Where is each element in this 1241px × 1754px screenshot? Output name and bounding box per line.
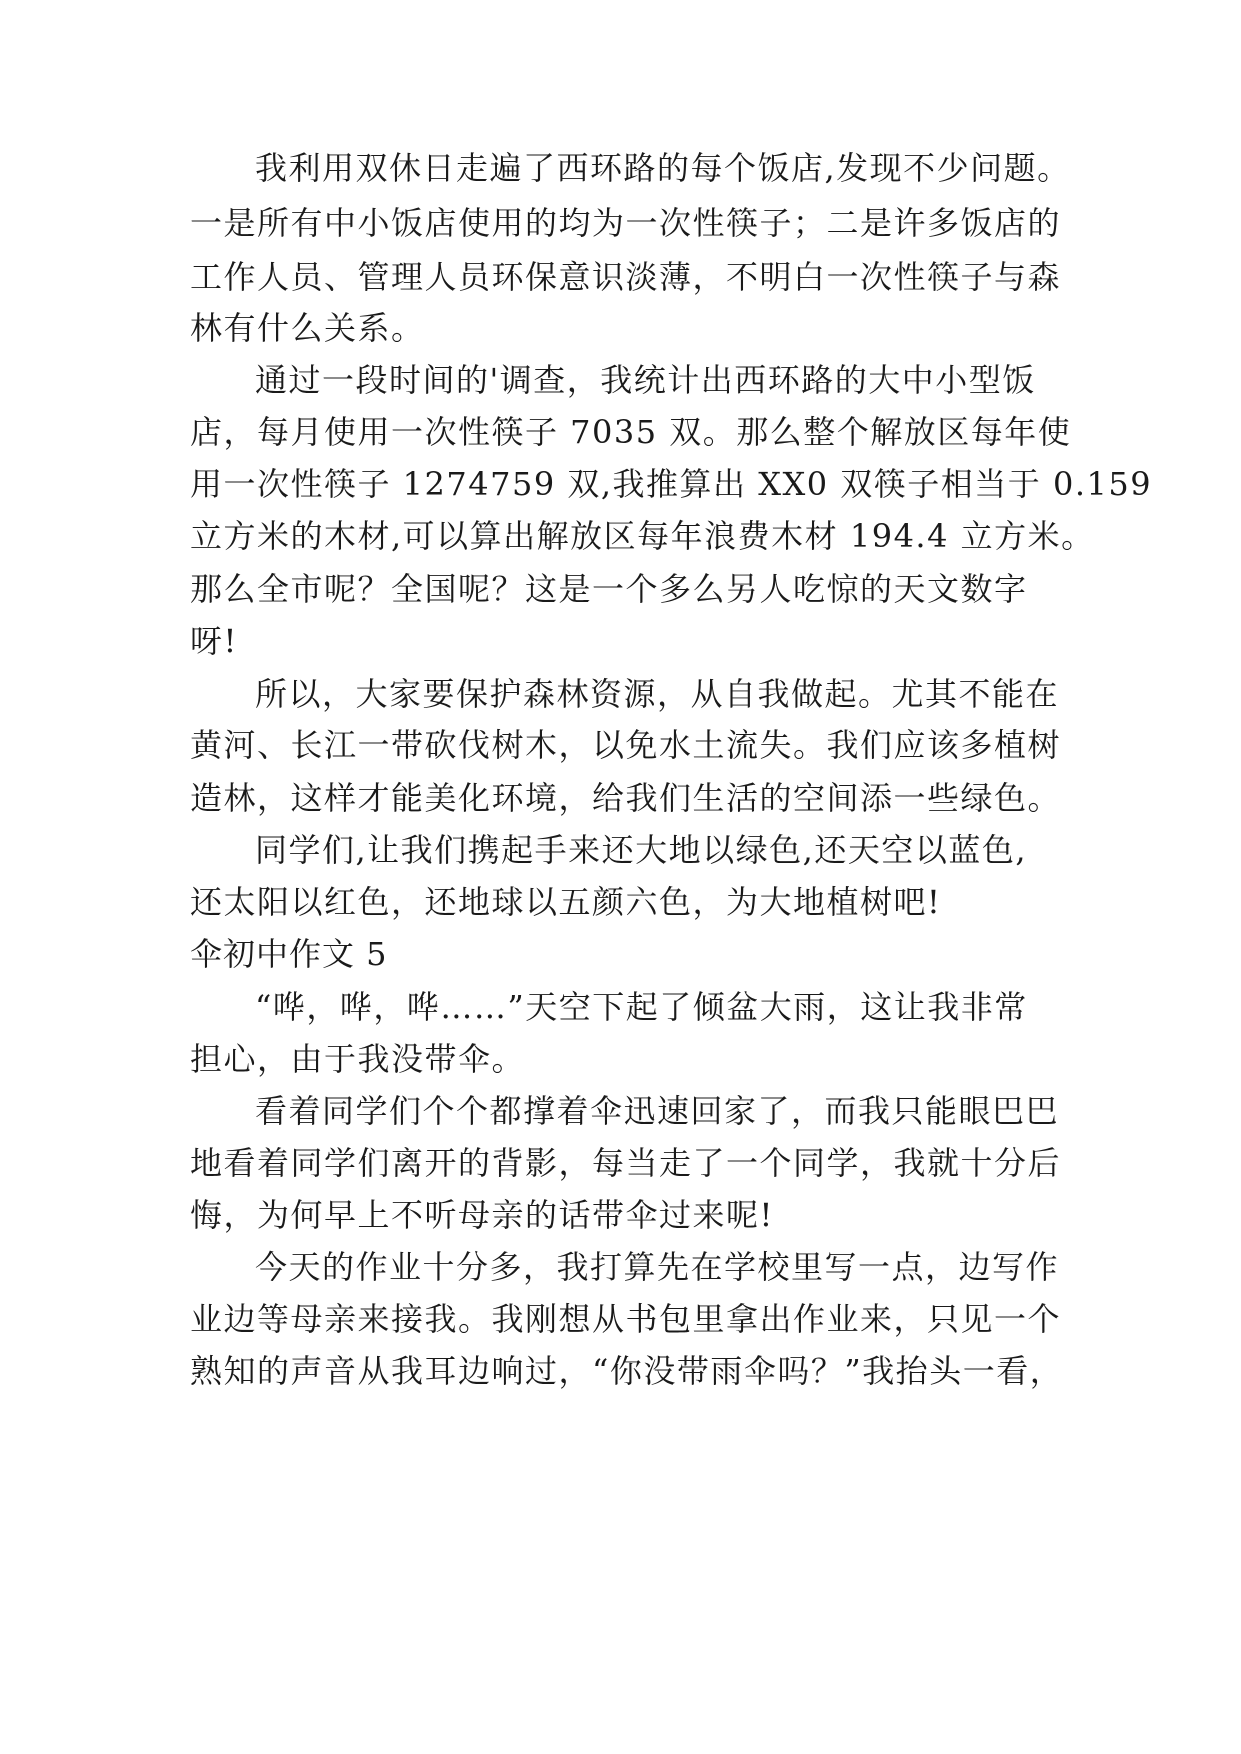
paragraph-line: 那么全市呢？全国呢？这是一个多么另人吃惊的天文数字 <box>190 570 1028 608</box>
paragraph-line: 用一次性筷子 1274759 双,我推算出 XX0 双筷子相当于 0.159 <box>190 465 1153 503</box>
paragraph-line: 工作人员、管理人员环保意识淡薄，不明白一次性筷子与森 <box>190 258 1062 296</box>
paragraph-line: 一是所有中小饭店使用的均为一次性筷子；二是许多饭店的 <box>190 204 1062 242</box>
paragraph-line: 通过一段时间的'调查，我统计出西环路的大中小型饭 <box>255 361 1036 399</box>
paragraph-line: 黄河、长江一带砍伐树木，以免水土流失。我们应该多植树 <box>190 726 1062 764</box>
paragraph-line: 还太阳以红色，还地球以五颜六色，为大地植树吧! <box>190 883 942 921</box>
paragraph-line: 所以，大家要保护森林资源，从自我做起。尤其不能在 <box>255 675 1060 713</box>
section-heading: 伞初中作文 5 <box>190 935 388 973</box>
paragraph-line: 熟知的声音从我耳边响过，“你没带雨伞吗？”我抬头一看， <box>190 1352 1064 1390</box>
paragraph-line: 我利用双休日走遍了西环路的每个饭店,发现不少问题。 <box>255 149 1071 187</box>
paragraph-line: 呀! <box>190 622 238 660</box>
paragraph-line: 店，每月使用一次性筷子 7035 双。那么整个解放区每年使 <box>190 413 1072 451</box>
paragraph-line: 看着同学们个个都撑着伞迅速回家了，而我只能眼巴巴 <box>255 1092 1060 1130</box>
paragraph-line: 业边等母亲来接我。我刚想从书包里拿出作业来，只见一个 <box>190 1300 1062 1338</box>
paragraph-line: 地看着同学们离开的背影，每当走了一个同学，我就十分后 <box>190 1144 1062 1182</box>
paragraph-line: 担心，由于我没带伞。 <box>190 1040 526 1078</box>
paragraph-line: 今天的作业十分多，我打算先在学校里写一点，边写作 <box>255 1248 1060 1286</box>
paragraph-line: 造林，这样才能美化环境，给我们生活的空间添一些绿色。 <box>190 779 1062 817</box>
paragraph-line: 立方米的木材,可以算出解放区每年浪费木材 194.4 立方米。 <box>190 517 1095 555</box>
paragraph-line: 林有什么关系。 <box>190 309 425 347</box>
paragraph-line: “哗，哗，哗……”天空下起了倾盆大雨，这让我非常 <box>255 988 1028 1026</box>
paragraph-line: 悔，为何早上不听母亲的话带伞过来呢! <box>190 1196 774 1234</box>
paragraph-line: 同学们,让我们携起手来还大地以绿色,还天空以蓝色, <box>255 831 1028 869</box>
